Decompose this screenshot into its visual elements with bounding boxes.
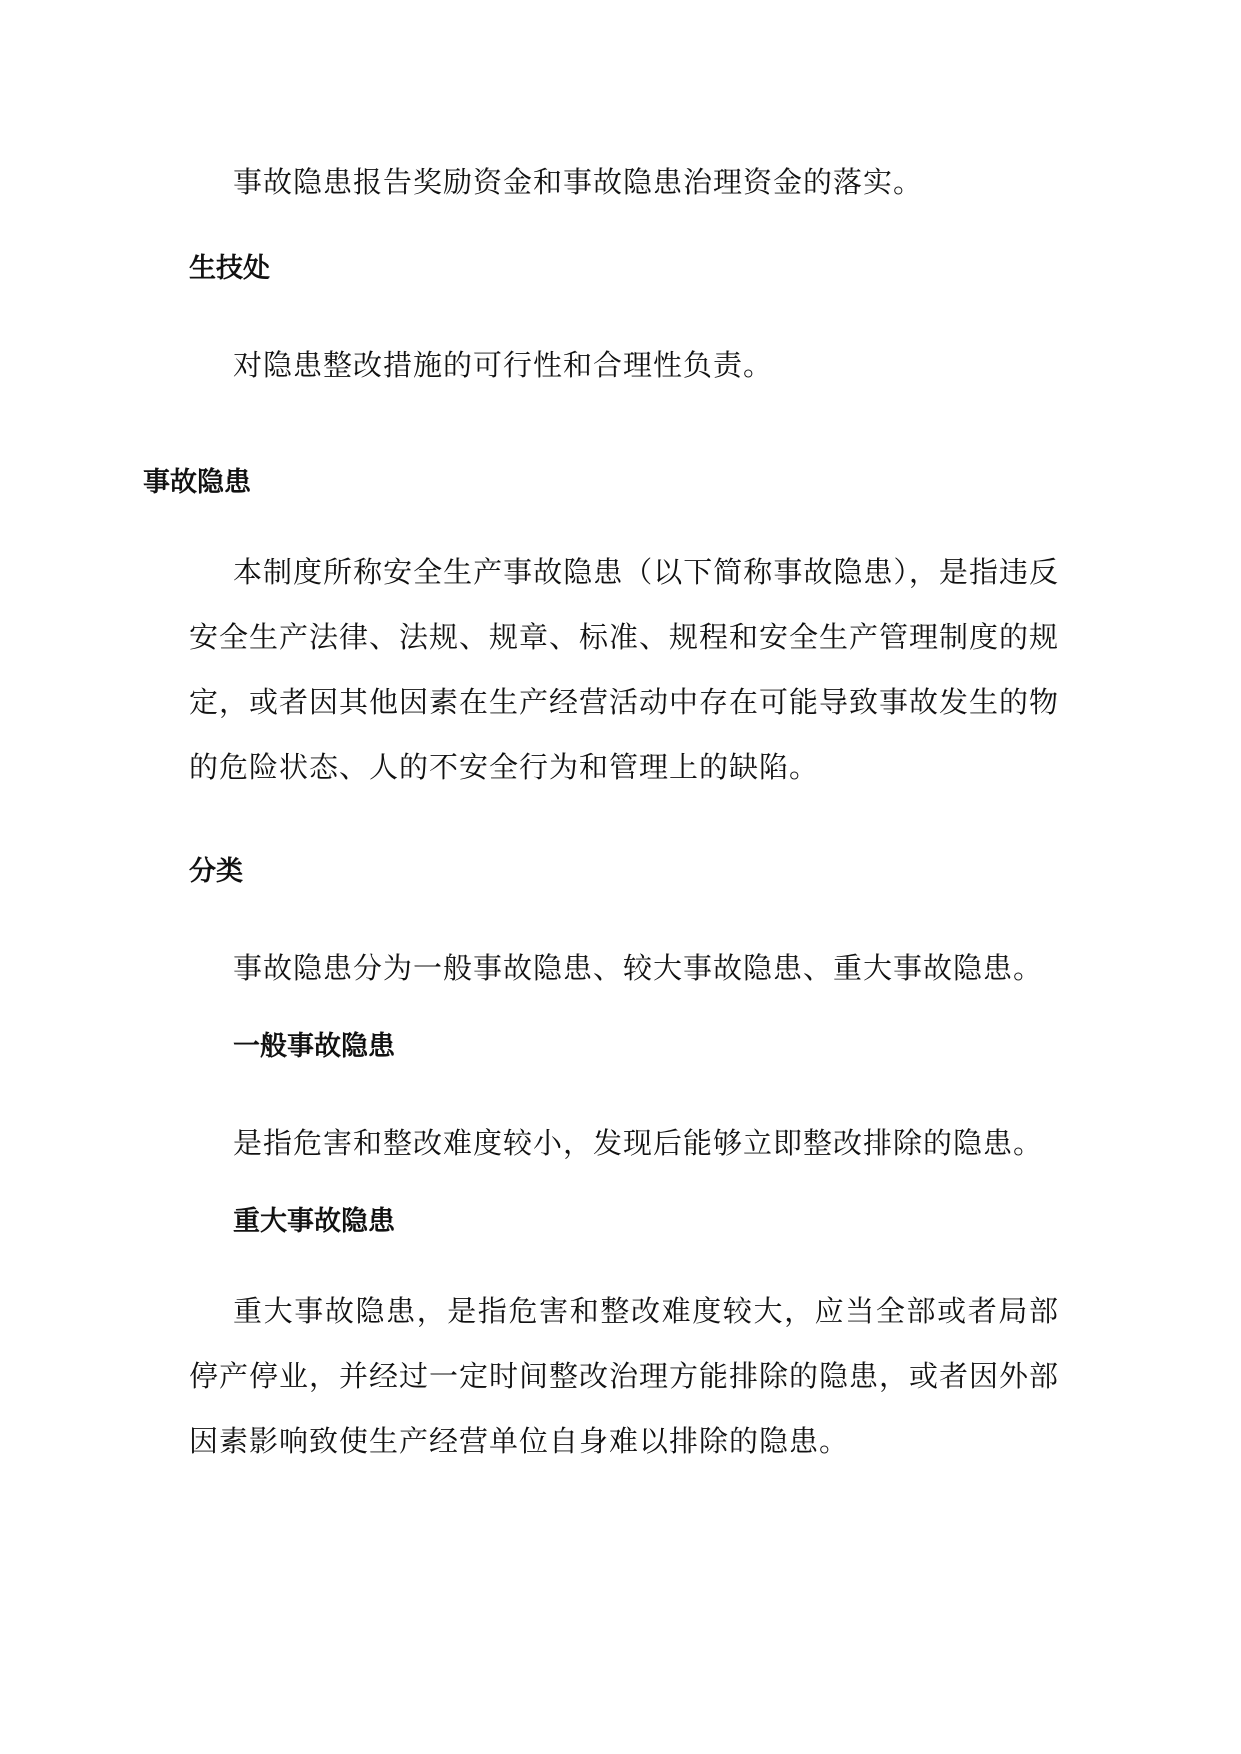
heading-major-hazard: 重大事故隐患 [233, 1206, 395, 1237]
paragraph-major-hazard: 重大事故隐患，是指危害和整改难度较大，应当全部或者局部停产停业，并经过一定时间整改治理方能排除的隐患，或者因外部因素影响致使生产经营单位自身难以排除的隐患。 [189, 1294, 1060, 1458]
paragraph-production-tech-dept-duty: 对隐患整改措施的可行性和合理性负责。 [233, 348, 774, 382]
heading-accident-hazard: 事故隐患 [143, 467, 251, 498]
heading-general-hazard: 一般事故隐患 [233, 1031, 395, 1062]
paragraph-accident-hazard-definition: 本制度所称安全生产事故隐患（以下简称事故隐患），是指违反安全生产法律、法规、规章、标准、规程和安全生产管理制度的规定，或者因其他因素在生产经营活动中存在可能导致事故发生的物的危险状态、人的不安全行为和管理上的缺陷。 [189, 555, 1060, 784]
paragraph-funding-implementation: 事故隐患报告奖励资金和事故隐患治理资金的落实。 [233, 165, 924, 199]
paragraph-classification: 事故隐患分为一般事故隐患、较大事故隐患、重大事故隐患。 [233, 951, 1044, 985]
heading-classification: 分类 [189, 856, 243, 887]
heading-production-tech-dept: 生技处 [189, 253, 270, 284]
paragraph-general-hazard: 是指危害和整改难度较小，发现后能够立即整改排除的隐患。 [233, 1126, 1044, 1160]
